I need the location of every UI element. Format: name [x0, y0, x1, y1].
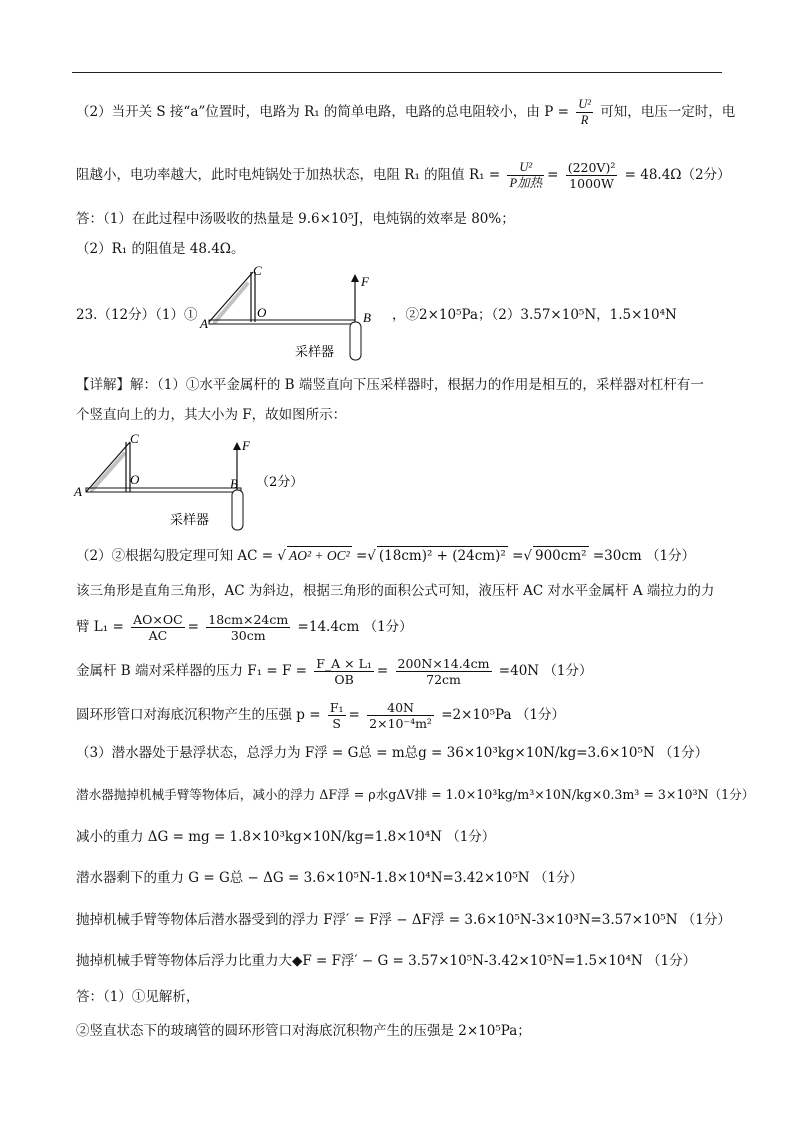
text-line-12: 减小的重力 ΔG = mg = 1.8×10³kg×10N/kg=1.8×10⁴N （1分） — [76, 829, 496, 845]
frac-num: F_A × L₁ — [316, 656, 372, 671]
line-5-text: （2）②根据勾股定理可知 AC = — [76, 548, 274, 564]
fraction-ao-oc — [131, 612, 185, 643]
lever-figure-large — [70, 430, 310, 535]
line-9-text: 圆环形管口对海底沉积物产生的压强 p = — [76, 707, 321, 723]
sampler-tube — [350, 322, 361, 360]
frac-num: U² — [578, 97, 591, 111]
text-line-13: 潜水器剩下的重力 G = G总 − ΔG = 3.6×10⁵N-1.8×10⁴N=3.42×10⁵N （1分） — [76, 870, 583, 886]
line-8-tail: =40N （1分） — [498, 663, 593, 679]
text-line-7: 臂 L₁ = $\frac{AO\times OC}{AC}$ = $\frac{18cm\times 24cm}{30cm}$ =14.4cm （1分） — [76, 612, 413, 643]
detail-line-2: 个竖直向上的力，其大小为 F，故如图所示： — [76, 407, 347, 423]
label-sampler: 采样器 — [295, 345, 335, 360]
line-8-text: 金属杆 B 端对采样器的压力 F₁ = F = — [76, 663, 307, 679]
text-line-4: （2）R₁ 的阻值是 48.4Ω。 — [76, 241, 245, 257]
metal-bar — [86, 488, 241, 492]
line-7-tail: =14.4cm （1分） — [297, 619, 413, 635]
arrow-head — [233, 442, 241, 450]
radical-2: (18cm)² + (24cm)² — [378, 548, 506, 564]
line-2-tail: = 48.4Ω（2分） — [624, 167, 731, 183]
piston — [92, 454, 124, 490]
frac-den: P加热 — [509, 176, 543, 190]
line-2-text: 阻越小，电功率越大，此时电炖锅处于加热状态，电阻 R₁ 的阻值 R₁ = — [76, 167, 501, 183]
fraction-220v — [566, 160, 618, 191]
label-a: A — [74, 484, 82, 499]
frac-num: U² — [507, 160, 544, 176]
sampler-tube — [232, 490, 243, 530]
text-line-14: 抛掉机械手臂等物体后潜水器受到的浮力 F浮′ = F浮 − ΔF浮 = 3.6×10⁵N-3×10³N=3.57×10⁵N （1分） — [76, 912, 731, 928]
label-sampler: 采样器 — [170, 513, 210, 528]
fraction-f1-s — [328, 700, 346, 731]
line-7-text: 臂 L₁ = — [76, 619, 124, 635]
q23-head: 23.（12分）（1）① — [76, 307, 198, 323]
frac-den: S — [332, 716, 341, 731]
text-line-1 — [76, 97, 735, 128]
radical-3: 900cm² — [535, 548, 587, 564]
label-a: A — [200, 316, 208, 331]
label-c: C — [130, 431, 139, 446]
label-o: O — [257, 305, 267, 320]
line-1-text: （2）当开关 S 接“a”位置时，电路为 R₁ 的简单电路，电路的总电阻较小，由 P = — [76, 104, 569, 120]
text-line-2: 阻越小，电功率越大，此时电炖锅处于加热状态，电阻 R₁ 的阻值 R₁ = $\frac{\text{U²}}{\text{P加热}}$ = $\frac{\text{(220V)²}}{1000W}$ = 48.4Ω（2分） — [76, 160, 731, 191]
label-f: F — [361, 274, 369, 289]
header-rule — [72, 72, 722, 73]
text-line-5: （2）②根据勾股定理可知 AC = √ AO² + OC² =√ (18cm)² + (24cm)² =√ 900cm² =30cm （1分） — [76, 548, 696, 564]
rod-ac — [209, 272, 253, 322]
label-o: O — [130, 472, 140, 487]
label-c: C — [253, 263, 262, 278]
frac-den: 72cm — [426, 672, 461, 687]
detail-line-1: 【详解】解：（1）①水平金属杆的 B 端竖直向下压采样器时，根据力的作用是相互的，采样器对杠杆有一 — [76, 377, 704, 393]
text-line-9: 圆环形管口对海底沉积物产生的压强 p = $\frac{\text{F₁}}{S}$ = $\frac{40N}{\text{2×10⁻⁴m²}}$ =2×10⁵Pa （1分） — [76, 700, 565, 731]
q23-tail: ，②2×10⁵Pa；（2）3.57×10⁵N，1.5×10⁴N — [392, 307, 677, 323]
text-line-11: 潜水器抛掉机械手臂等物体后，减小的浮力 ΔF浮 = ρ水gΔV排 = 1.0×10³kg/m³×10N/kg×0.3m³ = 3×10³N（1分） — [76, 787, 755, 802]
line-5-tail: =30cm （1分） — [592, 548, 696, 564]
label-b: B — [363, 310, 371, 325]
radical-1: AO² + OC² — [288, 548, 350, 563]
frac-den: AC — [148, 628, 168, 643]
frac-num: F₁ — [329, 700, 344, 715]
line-9-tail: =2×10⁵Pa （1分） — [441, 707, 565, 723]
fraction-200n — [396, 656, 492, 687]
rod-ac — [86, 442, 130, 492]
frac-den: 1000W — [569, 176, 614, 191]
frac-num: 40N — [367, 700, 434, 716]
frac-num: 200N×14.4cm — [397, 656, 490, 671]
line-1-tail: 可知，电压一定时，电 — [600, 104, 736, 120]
lever-figure-small — [195, 262, 385, 362]
text-line-8: 金属杆 B 端对采样器的压力 F₁ = F = $\frac{\text{F\_A × L₁}}{OB}$ = $\frac{200N\times 14.4cm}{72cm}$ =40N （1分） — [76, 656, 593, 687]
frac-num: AO×OC — [133, 612, 183, 627]
metal-bar — [209, 320, 355, 324]
frac-den: 2×10⁻⁴m² — [369, 716, 432, 731]
fraction-40n — [367, 700, 434, 731]
text-line-15: 抛掉机械手臂等物体后浮力比重力大◆F = F浮′ − G = 3.57×10⁵N-3.42×10⁵N=1.5×10⁴N （1分） — [76, 953, 697, 969]
text-line-16: 答：（1）①见解析， — [76, 989, 200, 1005]
fraction-u2-over-r — [576, 97, 593, 128]
piston — [215, 284, 247, 322]
arrow-head — [351, 274, 359, 282]
frac-den: OB — [334, 672, 354, 687]
text-line-3: 答：（1）在此过程中汤吸收的热量是 9.6×10⁵J，电炖锅的效率是 80%； — [76, 211, 515, 227]
frac-den: R — [580, 113, 589, 127]
label-b: B — [230, 476, 238, 491]
label-f: F — [242, 438, 250, 453]
frac-num: (220V)² — [567, 160, 616, 175]
frac-den: 30cm — [230, 628, 266, 643]
frac-num: 18cm×24cm — [208, 612, 289, 627]
fig-score: （2分） — [256, 475, 304, 490]
text-line-17: ②竖直状态下的玻璃管的圆环形管口对海底沉积物产生的压强是 2×10⁵Pa； — [76, 1023, 531, 1039]
text-line-10: （3）潜水器处于悬浮状态，总浮力为 F浮 = G总 = m总g = 36×10³kg×10N/kg=3.6×10⁵N （1分） — [76, 745, 709, 761]
fraction-fa-l1 — [314, 656, 374, 687]
fraction-18-24 — [206, 612, 290, 643]
text-line-6: 该三角形是直角三角形，AC 为斜边，根据三角形的面积公式可知，液压杆 AC 对水平金属杆 A 端拉力的力 — [76, 583, 715, 599]
fraction-u2-over-p — [507, 160, 544, 191]
